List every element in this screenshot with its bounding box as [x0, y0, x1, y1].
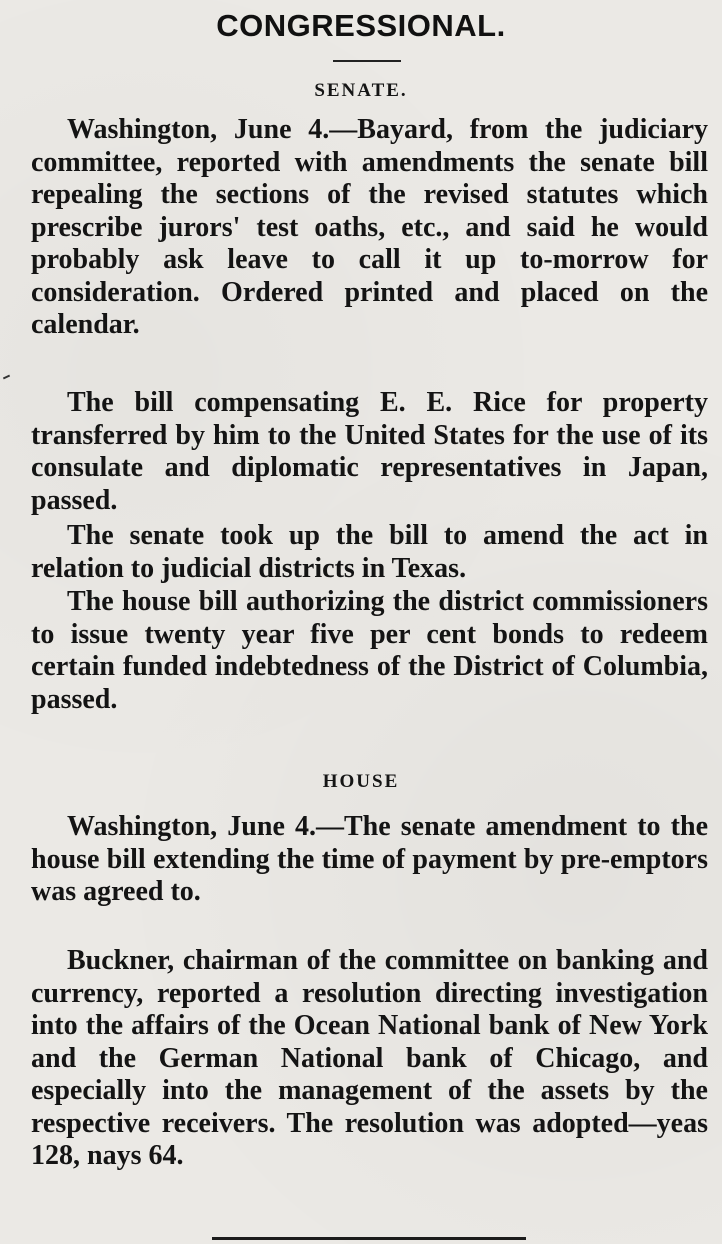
headline-rule [333, 60, 401, 62]
bottom-rule [212, 1237, 526, 1240]
senate-heading: SENATE. [314, 80, 408, 101]
house-heading: HOUSE [322, 771, 400, 792]
margin-mark [3, 375, 10, 380]
house-paragraph-2: Buckner, chairman of the committee on banking and currency, reported a resolution directing investigation into the affairs of the Ocean National bank of New York and the German National bank of Chicago, and especially into the management of the assets by the respective receivers. The resolution was adopted—yeas 128, nays 64. [31, 945, 708, 1171]
senate-paragraph-1: Washington, June 4.—Bayard, from the judiciary committee, reported with amendments the senate bill repealing the sections of the revised statutes which prescribe jurors' test oaths, etc., and said he would probably ask leave to call it up to-morrow for consideration. Ordered printed and placed on the calendar. [31, 114, 708, 340]
house-paragraph-1: Washington, June 4.—The senate amendment to the house bill extending the time of payment by pre-emptors was agreed to. [31, 811, 708, 907]
article-headline: CONGRESSIONAL. [216, 8, 506, 43]
senate-paragraph-3: The senate took up the bill to amend the act in relation to judicial districts in Texas. [31, 520, 708, 584]
senate-paragraph-2: The bill compensating E. E. Rice for property transferred by him to the United States for the use of its consulate and diplomatic representatives in Japan, passed. [31, 387, 708, 516]
senate-paragraph-4: The house bill authorizing the district commissioners to issue twenty year five per cent bonds to redeem certain funded indebtedness of the District of Columbia, passed. [31, 586, 708, 715]
